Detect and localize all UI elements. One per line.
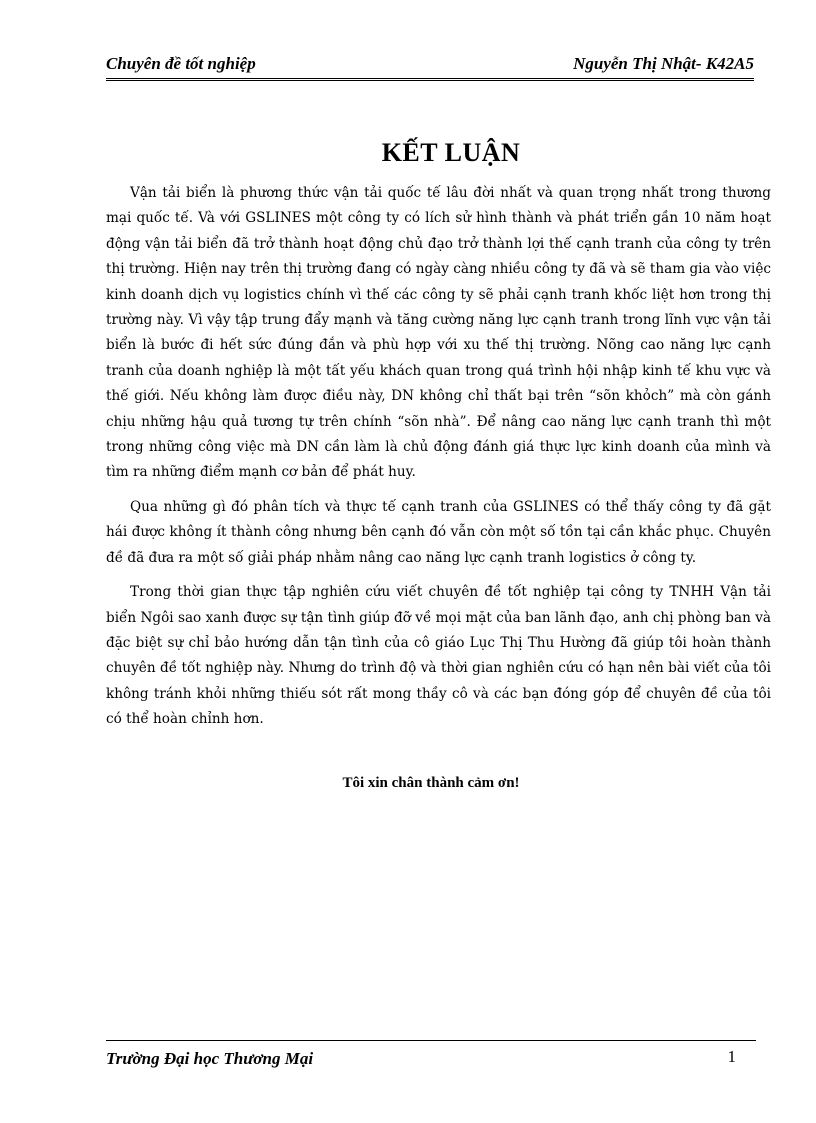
page-number: 1	[727, 1047, 736, 1066]
footer-university: Trường Đại học Thương Mại	[106, 1049, 314, 1068]
paragraph-3: Trong thời gian thực tập nghiên cứu viết chuyên đề tốt nghiệp tại công ty TNHH Vận tải biển Ngôi sao xanh được sự tận tình giúp đỡ về mọi mặt của ban lãnh đạo, anh chị phòng ban và đặc biệt sự chỉ bảo hướng dẫn tận tình của cô giáo Lục Thị Thu Hường đã giúp tôi hoàn thành chuyên đề tốt nghiệp này. Nhưng do trình độ và thời gian nghiên cứu có hạn nên bài viết của tôi không tránh khỏi những thiếu sót rất mong thầy cô và các bạn đóng góp để chuyên đề của tôi có thể hoàn chỉnh hơn.	[106, 584, 771, 728]
header-document-type: Chuyên đề tốt nghiệp	[106, 54, 256, 73]
thanks-line: Tôi xin chân thành cảm ơn!	[342, 775, 520, 791]
paragraph-2: Qua những gì đó phân tích và thực tế cạnh tranh của GSLINES có thể thấy công ty đã gặt hái được không ít thành công nhưng bên cạnh đó vẫn còn một số tồn tại cần khắc phục. Chuyên đề đã đưa ra một số giải pháp nhằm nâng cao năng lực cạnh tranh logistics ở công ty.	[106, 498, 771, 566]
page-footer	[106, 1040, 756, 1075]
page-title: KẾT LUẬN	[381, 138, 521, 167]
body-text	[106, 181, 771, 742]
paragraph-1: Vận tải biển là phương thức vận tải quốc tế lâu đời nhất và quan trọng nhất trong thương mại quốc tế. Và với GSLINES một công ty có lích sử hình thành và phát triển gần 10 năm hoạt động vận tải biển đã trở thành hoạt động chủ đạo trở thành lợi thế cạnh tranh của công ty trên thị trường. Hiện nay trên thị trường đang có ngày càng nhiều công ty đã và sẽ tham gia vào việc kinh doanh dịch vụ logistics chính vì thế các công ty sẽ phải cạnh tranh khốc liệt hơn trong thị trường này. Vì vậy tập trung đẩy mạnh và tăng cường năng lực cạnh tranh trong lĩnh vực vận tải biển là bước đi hết sức đúng đắn và phù hợp với xu thế thị trường. Nõng cao năng lực cạnh tranh của doanh nghiệp là một tất yếu khách quan trong quá trình hội nhập kinh tế khu vực và thế giới. Nếu không làm được điều này, DN không chỉ thất bại trên “sõn khỏch” mà còn gánh chịu những hậu quả tương tự trên chính “sõn nhà”. Để nâng cao năng lực cạnh tranh thì một trong những công việc mà DN cần làm là chủ động đánh giá thực lực kinh doanh của mình và tìm ra những điểm mạnh cơ bản để phát huy.	[106, 185, 771, 481]
page-header	[106, 52, 754, 81]
header-author: Nguyễn Thị Nhật- K42A5	[573, 54, 754, 73]
